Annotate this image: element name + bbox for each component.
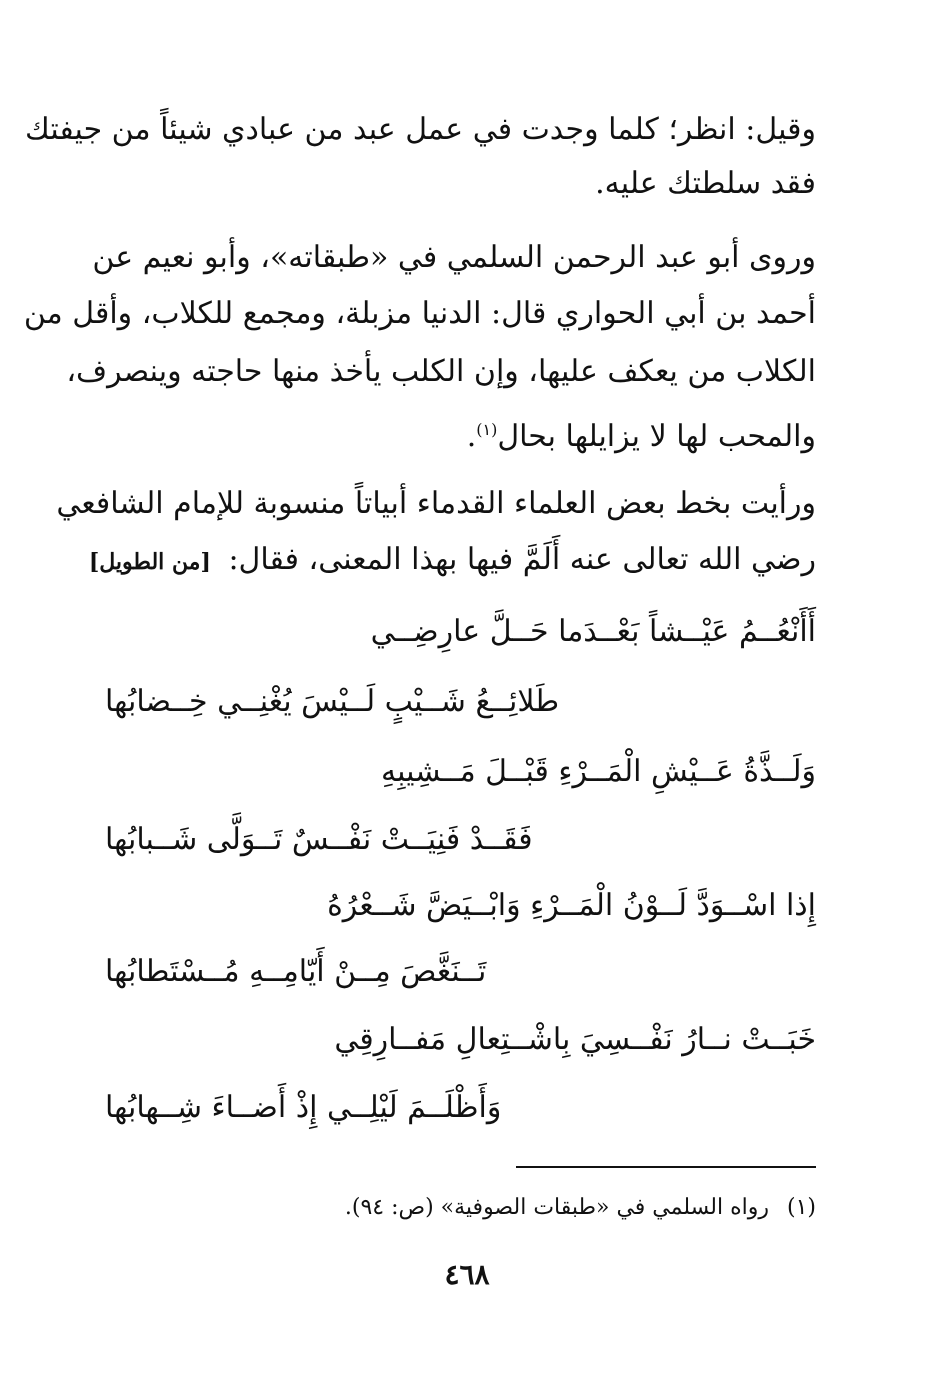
meter-label: [من الطويل] xyxy=(88,549,211,575)
verse-3-second-hemistich: تَــنَغَّصَ مِــنْ أَيّامِــهِ مُــسْتَطابُها xyxy=(105,954,487,989)
paragraph-2-line-2: أحمد بن أبي الحواري قال: الدنيا مزبلة، ومجمع للكلاب، وأقل من xyxy=(23,296,816,331)
verse-4-first-hemistich: خَبَــتْ نــارُ نَفْــسِيَ بِاشْــتِعالِ مَفــارِقِي xyxy=(334,1022,816,1057)
footnote-marker: (١) xyxy=(476,420,498,439)
paragraph-2-line-4 xyxy=(104,406,816,461)
verse-2-second-hemistich: فَقَــدْ فَنِيَــتْ نَفْــسٌ تَــوَلَّى شَــبابُها xyxy=(105,822,533,857)
footnote-separator xyxy=(516,1166,816,1168)
verse-2-first-hemistich: وَلَــذَّةُ عَــيْشِ الْمَــرْءِ قَبْــلَ مَــشِيبِهِ xyxy=(381,754,816,789)
paragraph-1-line-1: وقيل: انظر؛ كلما وجدت في عمل عبد من عبادي شيئاً من جيفتك xyxy=(25,112,816,147)
verse-1-first-hemistich: أَأَنْعُــمُ عَيْــشاً بَعْــدَما حَــلَّ عارِضِــي xyxy=(370,614,816,649)
paragraph-3-line-1: ورأيت بخط بعض العلماء القدماء أبياتاً منسوبة للإمام الشافعي xyxy=(56,486,816,521)
verse-1-second-hemistich: طَلائِــعُ شَــيْبٍ لَــيْسَ يُغْنِــي خِــضابُها xyxy=(105,684,560,719)
paragraph-2-line-1: وروى أبو عبد الرحمن السلمي في «طبقاته»، وأبو نعيم عن xyxy=(92,240,816,275)
verse-3-first-hemistich: إِذا اسْــوَدَّ لَــوْنُ الْمَــرْءِ وَابْــيَضَّ شَــعْرُهُ xyxy=(327,888,816,923)
paragraph-2-end-punct: . xyxy=(466,419,477,454)
paragraph-1-line-2: فقد سلطتك عليه. xyxy=(595,166,816,201)
paragraph-2-line-3: الكلاب من يعكف عليها، وإن الكلب يأخذ منها حاجته وينصرف، xyxy=(66,354,816,389)
footnote-1-number: (١) xyxy=(786,1195,816,1220)
footnote-1-text: رواه السلمي في «طبقات الصوفية» (ص: ٩٤). xyxy=(344,1195,769,1220)
verse-4-second-hemistich: وَأَظْلَــمَ لَيْلِــي إِذْ أَضــاءَ شِــهابُها xyxy=(105,1090,502,1125)
paragraph-3-line-2 xyxy=(88,536,816,586)
footnote-1 xyxy=(345,1190,816,1226)
page-number: ٤٦٨ xyxy=(444,1258,490,1291)
paragraph-2-line-4-text: والمحب لها لا يزايلها بحال xyxy=(497,419,816,454)
paragraph-3-line-2-text: رضي الله تعالى عنه أَلَمَّ فيها بهذا المعنى، فقال: xyxy=(228,542,816,577)
